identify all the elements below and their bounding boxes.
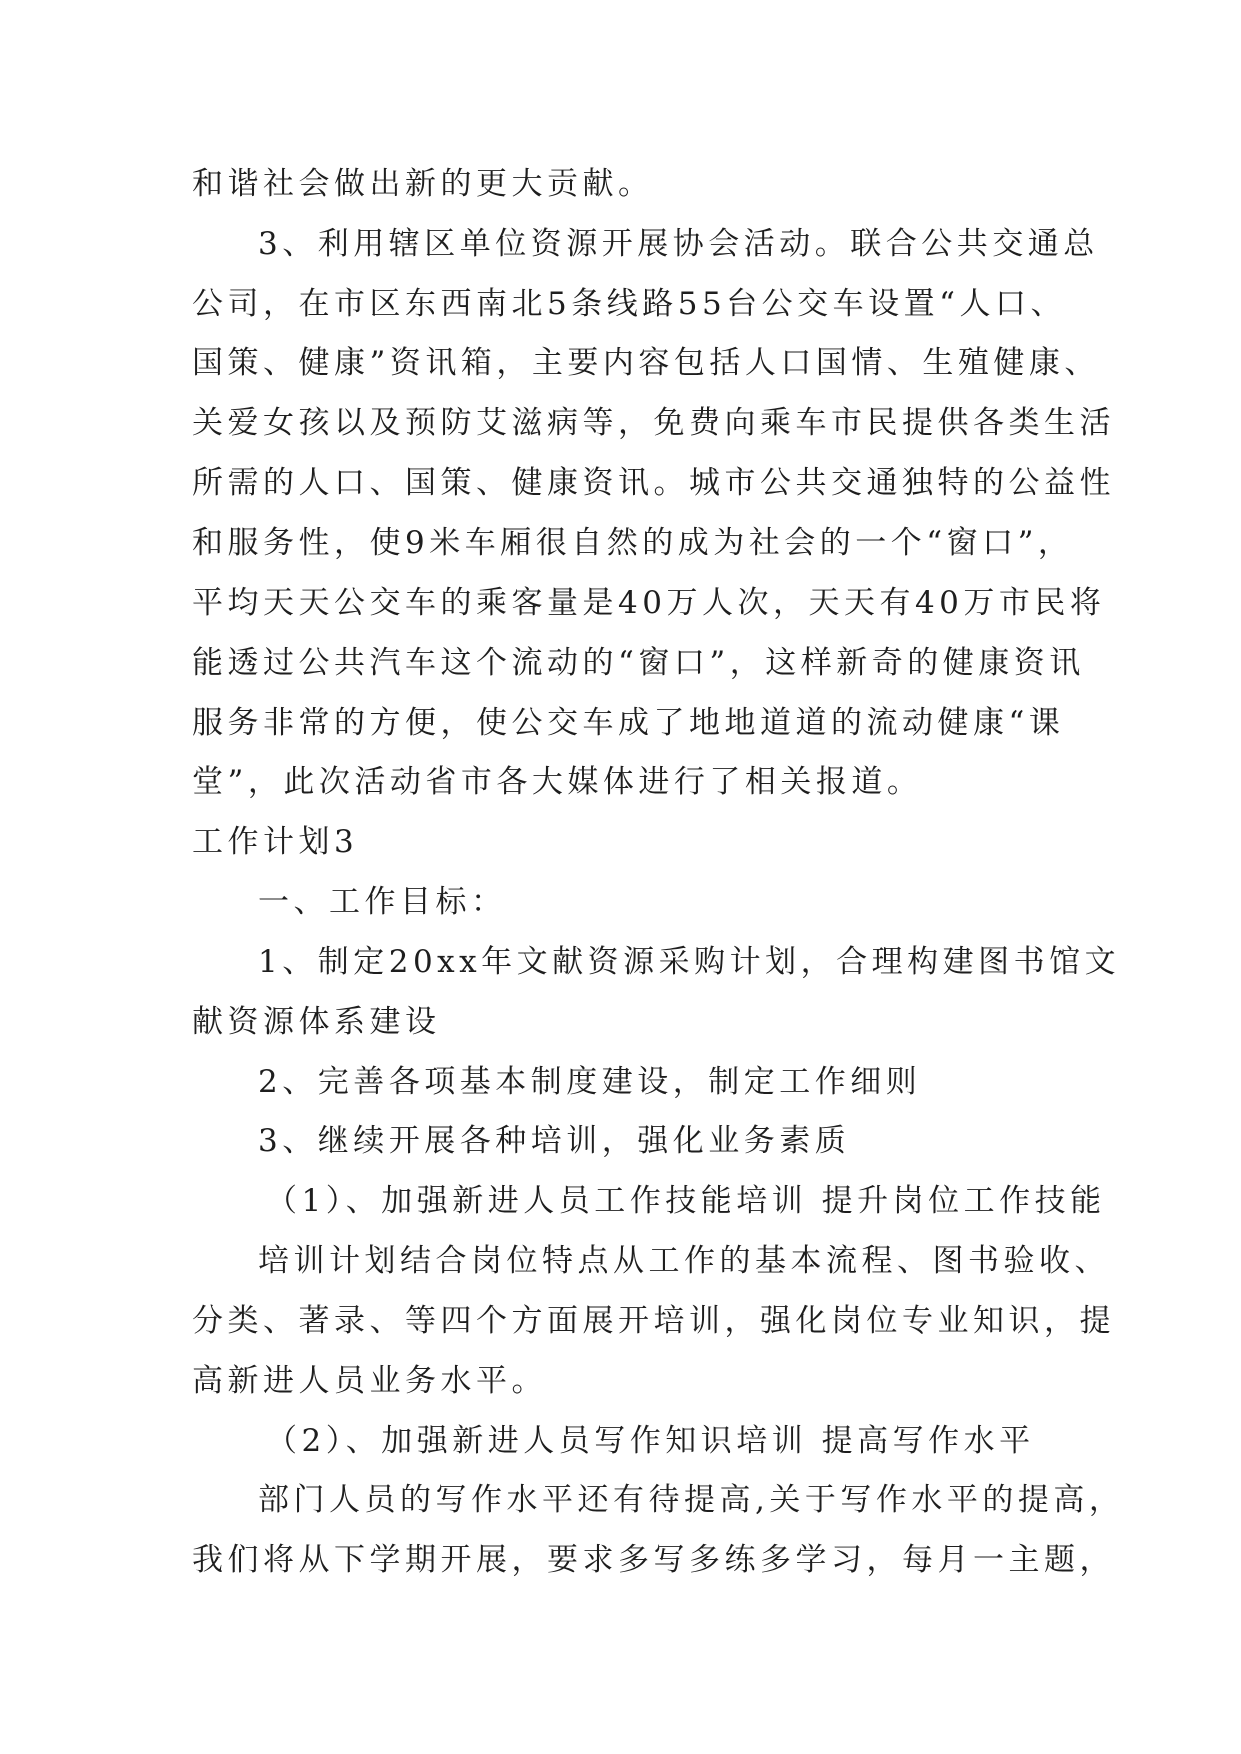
body-text-line: 献资源体系建设 (192, 1004, 441, 1040)
body-text-line: 和服务性，使9米车厢很自然的成为社会的一个“窗口”， (192, 525, 1074, 561)
body-text-line: 堂”，此次活动省市各大媒体进行了相关报道。 (192, 764, 923, 800)
body-text-line: 平均天天公交车的乘客量是40万人次，天天有40万市民将 (192, 585, 1106, 621)
body-text-line: 部门人员的写作水平还有待提高,关于写作水平的提高， (258, 1482, 1125, 1518)
body-text-line: 国策、健康”资讯箱，主要内容包括人口国情、生殖健康、 (192, 345, 1100, 381)
body-text-line: 一、工作目标： (258, 884, 507, 920)
section-heading: 工作计划3 (192, 824, 359, 860)
body-text-line: 关爱女孩以及预防艾滋病等，免费向乘车市民提供各类生活 (192, 405, 1115, 441)
body-text-line: （1）、加强新进人员工作技能培训 提升岗位工作技能 (266, 1183, 1106, 1219)
body-text-line: 1、制定20xx年文献资源采购计划，合理构建图书馆文 (258, 944, 1121, 980)
body-text-line: 高新进人员业务水平。 (192, 1363, 547, 1399)
body-text-line: 3、利用辖区单位资源开展协会活动。联合公共交通总 (258, 226, 1099, 262)
body-text-line: 培训计划结合岗位特点从工作的基本流程、图书验收、 (258, 1243, 1110, 1279)
body-text-line: 能透过公共汽车这个流动的“窗口”，这样新奇的健康资讯 (192, 645, 1085, 681)
body-text-line: 公司，在市区东西南北5条线路55台公交车设置“人口、 (192, 286, 1067, 322)
body-text-line: （2）、加强新进人员写作知识培训 提高写作水平 (266, 1423, 1035, 1459)
body-text-line: 分类、著录、等四个方面展开培训，强化岗位专业知识，提 (192, 1303, 1115, 1339)
body-text-line: 3、继续开展各种培训，强化业务素质 (258, 1123, 851, 1159)
body-text-line: 所需的人口、国策、健康资讯。城市公共交通独特的公益性 (192, 465, 1115, 501)
body-text-line: 2、完善各项基本制度建设，制定工作细则 (258, 1064, 922, 1100)
body-text-line: 我们将从下学期开展，要求多写多练多学习，每月一主题， (192, 1542, 1115, 1578)
body-text-line: 服务非常的方便，使公交车成了地地道道的流动健康“课 (192, 705, 1065, 741)
body-text-line: 和谐社会做出新的更大贡献。 (192, 166, 654, 202)
